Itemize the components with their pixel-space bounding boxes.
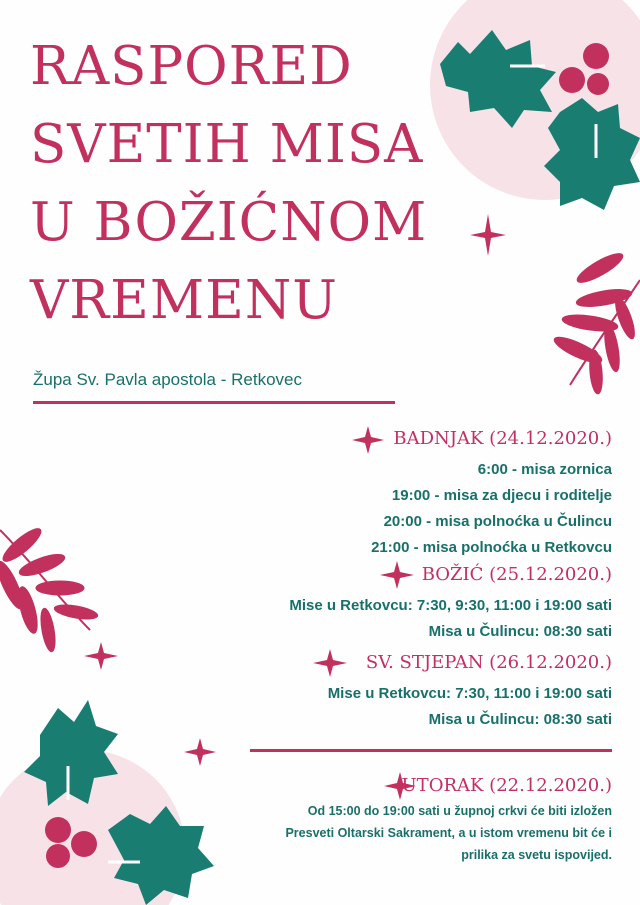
- section-lines-utorak: [285, 800, 612, 866]
- leaf-branch-icon: [551, 249, 640, 395]
- note-line: Od 15:00 do 19:00 sati u župnoj crkvi će biti izložen: [307, 804, 612, 818]
- note-line: Presveti Oltarski Sakrament, a u istom vremenu bit će i: [285, 826, 612, 840]
- schedule-line: Mise u Retkovcu: 7:30, 9:30, 11:00 i 19:00 sati: [289, 597, 612, 614]
- title-line: RASPORED: [30, 36, 353, 97]
- schedule-line: 20:00 - misa polnoćka u Čulincu: [383, 513, 612, 530]
- page-title: [30, 28, 470, 340]
- schedule-line: 21:00 - misa polnoćka u Retkovcu: [371, 539, 612, 556]
- section-lines-stjepan: [328, 681, 612, 733]
- section-heading-bozic: BOŽIĆ (25.12.2020.): [421, 564, 612, 585]
- section-heading-utorak: UTORAK (22.12.2020.): [401, 775, 612, 796]
- schedule-line: Misa u Čulincu: 08:30 sati: [428, 711, 612, 728]
- schedule-line: 19:00 - misa za djecu i roditelje: [391, 487, 612, 504]
- section-lines-bozic: [289, 593, 612, 645]
- note-line: prilika za svetu ispovijed.: [461, 848, 612, 862]
- parish-name: Župa Sv. Pavla apostola - Retkovec: [33, 370, 302, 389]
- section-heading-stjepan: SV. STJEPAN (26.12.2020.): [365, 652, 612, 673]
- schedule-line: Misa u Čulincu: 08:30 sati: [428, 623, 612, 640]
- schedule-line: 6:00 - misa zornica: [477, 461, 612, 478]
- section-heading-badnjak: BADNJAK (24.12.2020.): [393, 428, 612, 449]
- leaf-branch-icon: [0, 524, 99, 652]
- title-line: VREMENU: [30, 270, 338, 331]
- title-line: SVETIH MISA: [30, 114, 424, 175]
- schedule-line: Mise u Retkovcu: 7:30, 11:00 i 19:00 sati: [327, 685, 612, 702]
- divider: [33, 401, 395, 404]
- title-line: U BOŽIĆNOM: [30, 192, 428, 253]
- section-lines-badnjak: [371, 457, 612, 561]
- divider: [250, 749, 612, 752]
